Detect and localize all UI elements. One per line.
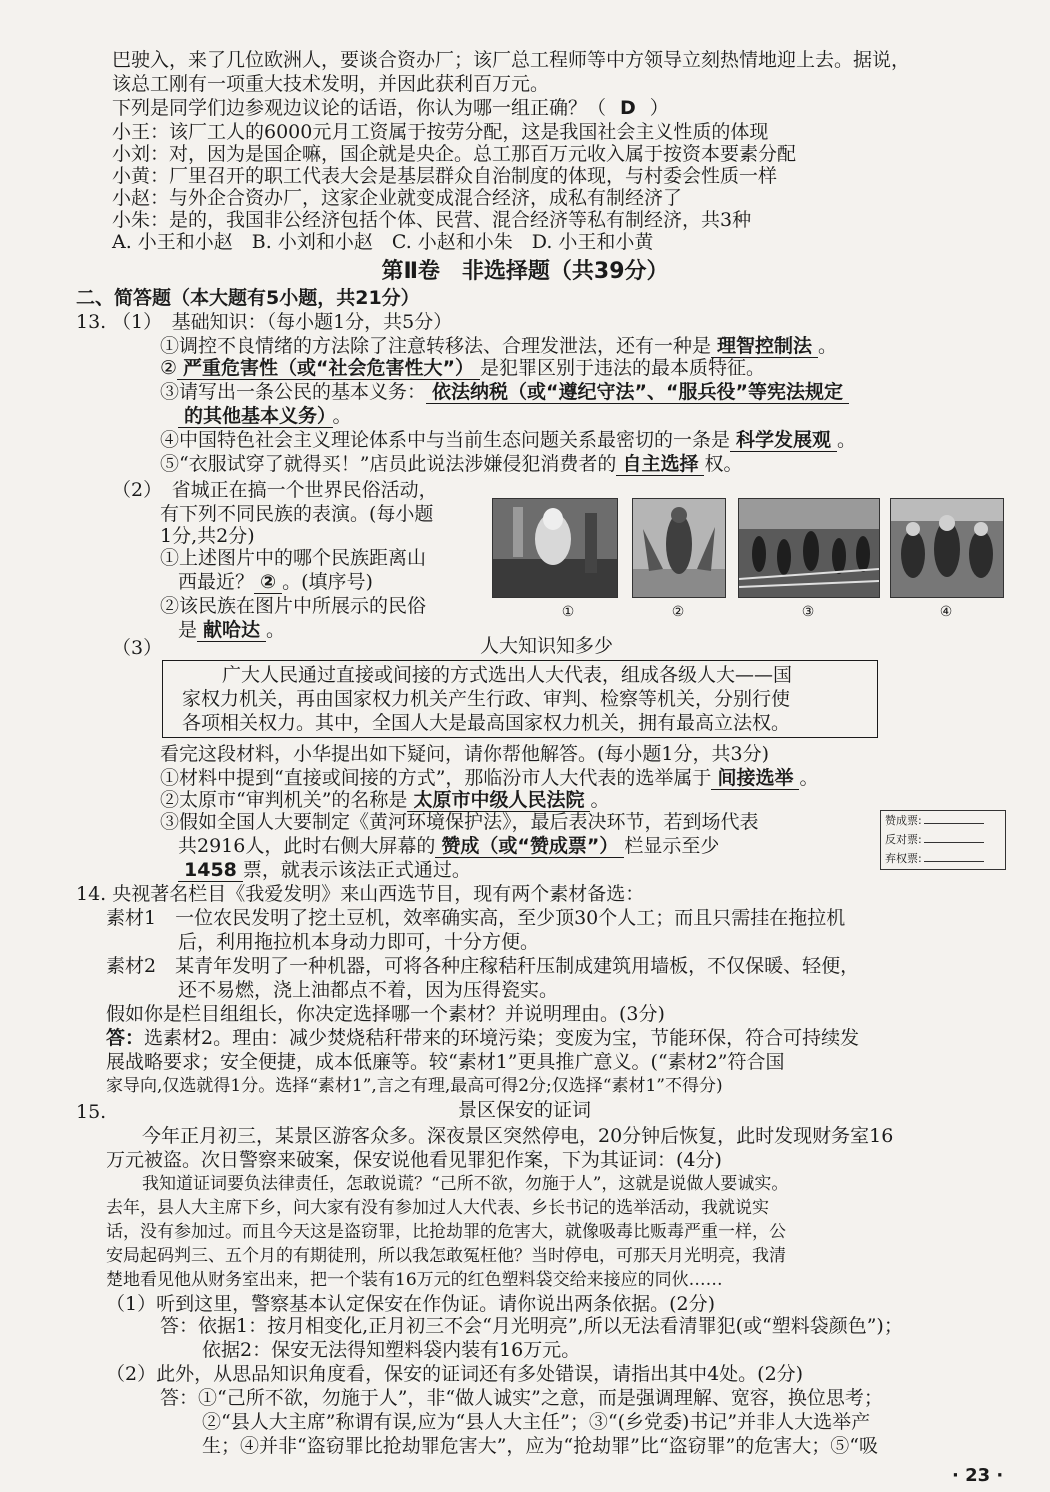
fill-line: ①材料中提到“直接或间接的方式”，那临汾市人大代表的选举属于 间接选举 。 — [160, 767, 819, 789]
fill-line: 西最近？ ② 。(填序号) — [178, 571, 373, 593]
text-line: ②该民族在图片中所展示的民俗 — [160, 595, 427, 617]
text-line: 有下列不同民族的表演。(每小题 — [160, 503, 434, 525]
text-line: 看完这段材料，小华提出如下疑问，请你帮他解答。(每小题1分，共3分) — [160, 743, 770, 765]
testimony-line: 楚地看见他从财务室出来，把一个装有16万元的红色塑料袋交给来接应的同伙…… — [106, 1270, 723, 1290]
answer-blank: 依法纳税（或“遵纪守法”、“服兵役”等宪法规定 — [426, 381, 849, 404]
part-title: 第Ⅱ卷 非选择题（共39分） — [381, 259, 669, 284]
fill-line: ①调控不良情绪的方法除了注意转移法、合理发泄法，还有一种是 理智控制法 。 — [160, 335, 838, 357]
subpart-heading: （1） 基础知识：（每小题1分，共5分） — [112, 311, 453, 333]
answer-line: 展战略要求；安全便捷，成本低廉等。较“素材1”更具推广意义。(“素材2”符合国 — [106, 1051, 785, 1073]
fill-line: ④中国特色社会主义理论体系中与当前生态问题关系最密切的一条是 科学发展观 。 — [160, 429, 857, 451]
fill-line: 的其他基本义务） 。 — [178, 404, 352, 428]
text-line: ①上述图片中的哪个民族距离山 — [160, 547, 427, 569]
text-line: 今年正月初三，某景区游客众多。深夜景区突然停电，20分钟后恢复，此时发现财务室16 — [142, 1125, 894, 1147]
testimony-line: 安局起码判三、五个月的有期徒刑，所以我怎敢冤枉他？当时停电，可那天月光明亮，我清 — [106, 1246, 786, 1266]
box-line: 家权力机关，再由国家权力机关产生行政、审判、检察等机关，分别行使 — [182, 688, 791, 710]
testimony-title: 景区保安的证词 — [458, 1099, 592, 1121]
statement-line: 小黄：厂里召开的职工代表大会是基层群众自治制度的体现，与村委会性质一样 — [112, 165, 778, 187]
folk-dance-photo-1 — [492, 498, 618, 598]
text-line: 巴驶入，来了几位欧洲人，要谈合资办厂；该厂总工程师等中方领导立刻热情地迎上去。据说， — [112, 49, 911, 71]
material-line: 素材1 一位农民发明了挖土豆机，效率确实高，至少顶30个人工；而且只需挂在拖拉机 — [106, 907, 846, 929]
answer-line: 生；④并非“盗窃罪比抢劫罪危害大”，应为“抢劫罪”比“盗窃罪”的危害大；⑤“吸 — [202, 1435, 878, 1457]
photo-caption: ② — [671, 604, 685, 620]
testimony-line: 我知道证词要负法律责任，怎敢说谎？“己所不欲，勿施于人”，这就是说做人要诚实。 — [142, 1174, 789, 1194]
answer-blank: 理智控制法 — [711, 335, 818, 358]
box-line: 各项相关权力。其中，全国人大是最高国家权力机关，拥有最高立法权。 — [182, 712, 791, 734]
testimony-line: 话，没有参加过。而且今天这是盗窃罪，比抢劫罪的危害大，就像吸毒比贩毒严重一样，公 — [106, 1222, 786, 1242]
page-number: · 23 · — [952, 1465, 1004, 1486]
answer-line: 答：①“己所不欲，勿施于人”，非“做人诚实”之意，而是强调理解、宽容，换位思考； — [160, 1387, 883, 1409]
fill-line: ② 严重危害性（或“社会危害性大”） 是犯罪区别于违法的最本质特征。 — [160, 357, 766, 379]
fill-line: 1458 票，就表示该法正式通过。 — [178, 858, 471, 882]
question-number: 13. — [76, 311, 107, 333]
answer-line: 答：选素材2。理由：减少焚烧秸秆带来的环境污染；变废为宝，节能环保，符合可持续发 — [106, 1027, 860, 1049]
text-line: 该总工刚有一项重大技术发明，并因此获利百万元。 — [112, 73, 550, 95]
text-line: 万元被盗。次日警察来破案，保安说他看见罪犯作案，下为其证词：(4分) — [106, 1149, 722, 1171]
answer-line: 答：依据1：按月相变化,正月初三不会“月光明亮”,所以无法看清罪犯(或“塑料袋颜色”)； — [160, 1315, 903, 1337]
fill-line: ③请写出一条公民的基本义务： 依法纳税（或“遵纪守法”、“服兵役”等宪法规定 — [160, 380, 849, 404]
options-line: A. 小王和小赵 B. 小刘和小赵 C. 小赵和小朱 D. 小王和小黄 — [112, 231, 654, 253]
subpart-heading: （2） 省城正在搞一个世界民俗活动， — [112, 479, 438, 501]
fill-line: 共2916人，此时右侧大屏幕的 赞成（或“赞成票”） 栏显示至少 — [178, 835, 720, 857]
material-line: 素材2 某青年发明了一种机器，可将各种庄稼秸秆压制成建筑用墙板，不仅保暖、轻便， — [106, 955, 860, 977]
answer-choice: D — [620, 97, 636, 119]
section-title: 二、简答题（本大题有5小题，共21分） — [76, 287, 420, 309]
text-line: 1分,共2分) — [160, 525, 255, 547]
folk-dance-photo-4 — [890, 498, 1004, 598]
subpart-heading: （3） — [112, 637, 163, 659]
question-line: 假如你是栏目组组长，你决定选择哪一个素材？并说明理由。(3分) — [106, 1003, 665, 1025]
answer-line: 依据2：保安无法得知塑料袋内装有16万元。 — [202, 1339, 581, 1361]
subpart-heading: （2）此外，从思品知识角度看，保安的证词还有多处错误，请指出其中4处。(2分) — [106, 1363, 804, 1385]
answer-blank: 1458 — [178, 859, 243, 882]
answer-blank: 科学发展观 — [730, 429, 837, 452]
answer-blank: 的其他基本义务） — [178, 405, 333, 428]
answer-line: ②“县人大主席”称谓有误,应为“县人大主任”；③“(乡党委)书记”并非人大选举产 — [202, 1411, 871, 1433]
answer-blank: 严重危害性（或“社会危害性大”） — [177, 357, 480, 380]
subpart-heading: （1）听到这里，警察基本认定保安在作伪证。请你说出两条依据。(2分) — [106, 1293, 716, 1315]
answer-line: 家导向,仅选就得1分。选择“素材1”,言之有理,最高可得2分;仅选择“素材1”不得分) — [106, 1076, 723, 1096]
question-number: 15. — [76, 1101, 107, 1123]
question-line: 下列是同学们边参观边议论的话语，你认为哪一组正确？（ D ） — [112, 97, 669, 119]
material-line: 后，利用拖拉机本身动力即可，十分方便。 — [178, 931, 540, 953]
text-line: ③假如全国人大要制定《黄河环境保护法》，最后表决环节，若到场代表 — [160, 811, 759, 833]
photo-caption: ④ — [939, 604, 953, 620]
material-title: 人大知识知多少 — [480, 635, 614, 657]
photo-caption: ③ — [801, 604, 815, 620]
fill-line: ②太原市“审判机关”的名称是 太原市中级人民法院 。 — [160, 789, 610, 811]
answer-blank: ② — [254, 571, 282, 594]
fill-line: ⑤“衣服试穿了就得买！”店员此说法涉嫌侵犯消费者的 自主选择 权。 — [160, 453, 743, 475]
answer-blank: 献哈达 — [197, 619, 266, 642]
question-line: 14. 央视著名栏目《我爱发明》来山西选节目，现有两个素材备选： — [76, 883, 645, 905]
folk-dance-photo-3 — [738, 498, 880, 598]
fill-line: 是 献哈达 。 — [178, 619, 286, 641]
box-line: 广大人民通过直接或间接的方式选出人大代表，组成各级人大——国 — [222, 664, 793, 686]
answer-blank: 赞成（或“赞成票”） — [435, 835, 624, 858]
vote-screen: 赞成票: 反对票: 弃权票: — [880, 810, 1006, 870]
statement-line: 小朱：是的，我国非公经济包括个体、民营、混合经济等私有制经济，共3种 — [112, 209, 752, 231]
folk-dance-photo-2 — [632, 498, 726, 598]
statement-line: 小赵：与外企合资办厂，这家企业就变成混合经济，成私有制经济了 — [112, 187, 683, 209]
material-line: 还不易燃，浇上油都点不着，因为压得瓷实。 — [178, 979, 559, 1001]
statement-line: 小刘：对，因为是国企嘛，国企就是央企。总工那百万元收入属于按资本要素分配 — [112, 143, 797, 165]
answer-blank: 太原市中级人民法院 — [407, 789, 590, 812]
answer-blank: 间接选举 — [711, 767, 799, 790]
statement-line: 小王：该厂工人的6000元月工资属于按劳分配，这是我国社会主义性质的体现 — [112, 121, 769, 143]
photo-caption: ① — [561, 604, 575, 620]
testimony-line: 去年，县人大主席下乡，问大家有没有参加过人大代表、乡长书记的选举活动，我就说实 — [106, 1198, 769, 1218]
answer-blank: 自主选择 — [616, 453, 704, 476]
